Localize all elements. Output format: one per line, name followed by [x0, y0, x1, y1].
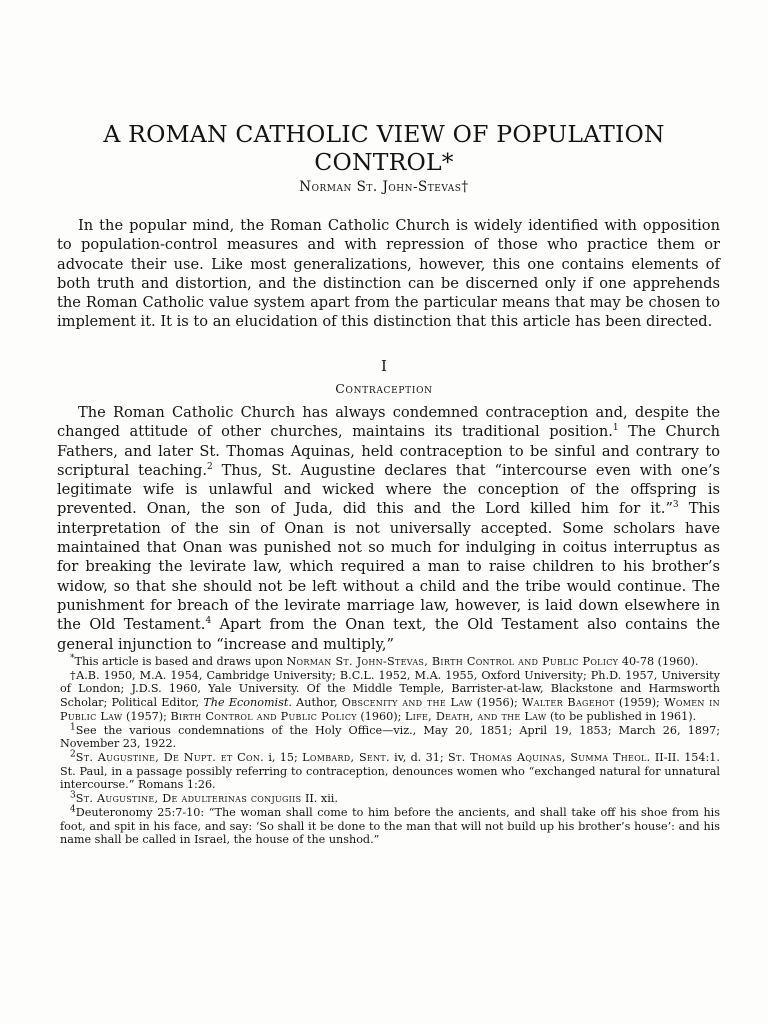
- footnote-text: Birth Control and Public Policy: [170, 709, 357, 723]
- footnote-text: This article is based and draws upon: [74, 655, 287, 668]
- footnote-text: (1960);: [356, 709, 405, 723]
- paragraph-text: Thus, St. Augustine declares that “intercourse even with one’s legitimate wife is unlawful and wicked where the conception of the offspring is prevented. Onan, the son of Juda, did this and the Lord killed him for it.”: [57, 461, 721, 518]
- footnote-1: [60, 721, 720, 751]
- footnote-text: St. Thomas Aquinas, Summa Theol.: [448, 751, 651, 765]
- footnote-text: Deuteronomy 25:7-10: “The woman shall come to him before the ancients, and shall take off his shoe from his foot, and spit in his face, and say: ‘So shall it be done to the man that will not build up his brother’s house’: and his name shall be called in Israel, the house of the unshod.”: [60, 806, 720, 847]
- footnote-marker: 1: [70, 721, 76, 732]
- contraception-paragraph: [57, 403, 720, 654]
- footnote-text: (1956);: [472, 696, 522, 710]
- footnote-ref-1: 1: [612, 423, 619, 434]
- footnote-text: A.B. 1950, M.A. 1954, Cambridge University; B.C.L. 1952, M.A. 1955, Oxford University; Ph.D. 1957, University of London; J.D.S. 1960, Yale University. Of the Middle Temple, Barrister-at-law, Blackstone and Harmsworth Scholar; Political Editor,: [60, 668, 720, 710]
- footnotes: [60, 655, 720, 847]
- footnote-marker: 2: [70, 749, 76, 760]
- footnote-text: Walter Bagehot: [521, 696, 615, 710]
- footnote-text: See the various condemnations of the Holy Office—viz., May 20, 1851; April 19, 1853; March 26, 1897; November 23, 1922.: [60, 723, 720, 751]
- author-byline: Norman St. John-Stevas†: [299, 179, 469, 195]
- section-number: I: [381, 357, 387, 375]
- footnote-text: Life, Death, and the Law: [404, 709, 547, 723]
- footnote-2: [60, 751, 720, 792]
- footnote-text: Lombard, Sent.: [302, 751, 390, 765]
- footnote-ref-3: 3: [672, 500, 679, 511]
- footnote-text: The Economist: [203, 696, 289, 710]
- footnote-text: (1959);: [614, 696, 665, 710]
- footnote-marker: 3: [70, 790, 76, 801]
- footnote-text: . Author,: [288, 696, 342, 710]
- paragraph-text: Apart from the Onan text, the Old Testament also contains the general injunction to “increase and multiply,”: [57, 616, 720, 653]
- paragraph-text: The Roman Catholic Church has always condemned contraception and, despite the changed attitude of other churches, maintains its traditional position.: [57, 404, 720, 441]
- section-title: Contraception: [335, 381, 433, 396]
- footnote-text: (1957);: [122, 709, 171, 723]
- footnote-text: i, 15;: [264, 751, 303, 765]
- footnote-text: Norman St. John-Stevas, Birth Control and Public Policy: [286, 655, 619, 668]
- footnote-text: II-II. 154:1. St. Paul, in a passage possibly referring to contraception, denounces women who “exchanged natural for unnatural intercourse.” Romans 1:26.: [60, 751, 720, 792]
- article-title: A ROMAN CATHOLIC VIEW OF POPULATION CONTROL*: [103, 120, 665, 176]
- footnote-text: Obscenity and the Law: [341, 696, 473, 710]
- footnote-ref-2: 2: [207, 462, 213, 473]
- footnote-marker: *: [70, 653, 75, 664]
- footnote-text: Women in Public Law: [60, 696, 720, 723]
- paragraph-text: This interpretation of the sin of Onan is not universally accepted. Some scholars have maintained that Onan was punished not so much for indulging in coitus interruptus as for breaking the levirate law, which required a man to raise children to his brother’s widow, so that she should not be left without a child and the tribe would continue. The punishment for breach of the levirate marriage law, however, is laid down elsewhere in the Old Testament.: [57, 500, 720, 634]
- footnote-text: St. Augustine, De Nupt. et Con.: [75, 751, 264, 765]
- intro-paragraph: In the popular mind, the Roman Catholic Church is widely identified with opposition to population-control measures and with repression of those who practice them or advocate their use. Like most generalizations, however, this one contains elements of both truth and distortion, and the distinction can be discerned only if one apprehends the Roman Catholic value system apart from the particular means that may be chosen to implement it. It is to an elucidation of this distinction that this article has been directed.: [57, 217, 720, 331]
- footnote-text: St. Augustine, De adulterinas conjugiis: [75, 792, 302, 806]
- footnote-ref-4: 4: [205, 616, 212, 627]
- footnote-dagger: [60, 669, 720, 723]
- footnote-3: [60, 792, 720, 806]
- footnote-marker: †: [70, 668, 77, 682]
- footnote-text: iv, d. 31;: [389, 751, 448, 765]
- paragraph-text: The Church Fathers, and later St. Thomas Aquinas, held contraception to be sinful and contrary to scriptural teaching.: [57, 423, 721, 479]
- footnote-text: (to be published in 1961).: [546, 709, 697, 723]
- footnote-text: 40-78 (1960).: [618, 655, 699, 668]
- footnote-text: II. xii.: [301, 792, 338, 806]
- footnote-4: [60, 806, 720, 847]
- footnote-star: [60, 655, 720, 669]
- footnote-marker: 4: [70, 804, 76, 815]
